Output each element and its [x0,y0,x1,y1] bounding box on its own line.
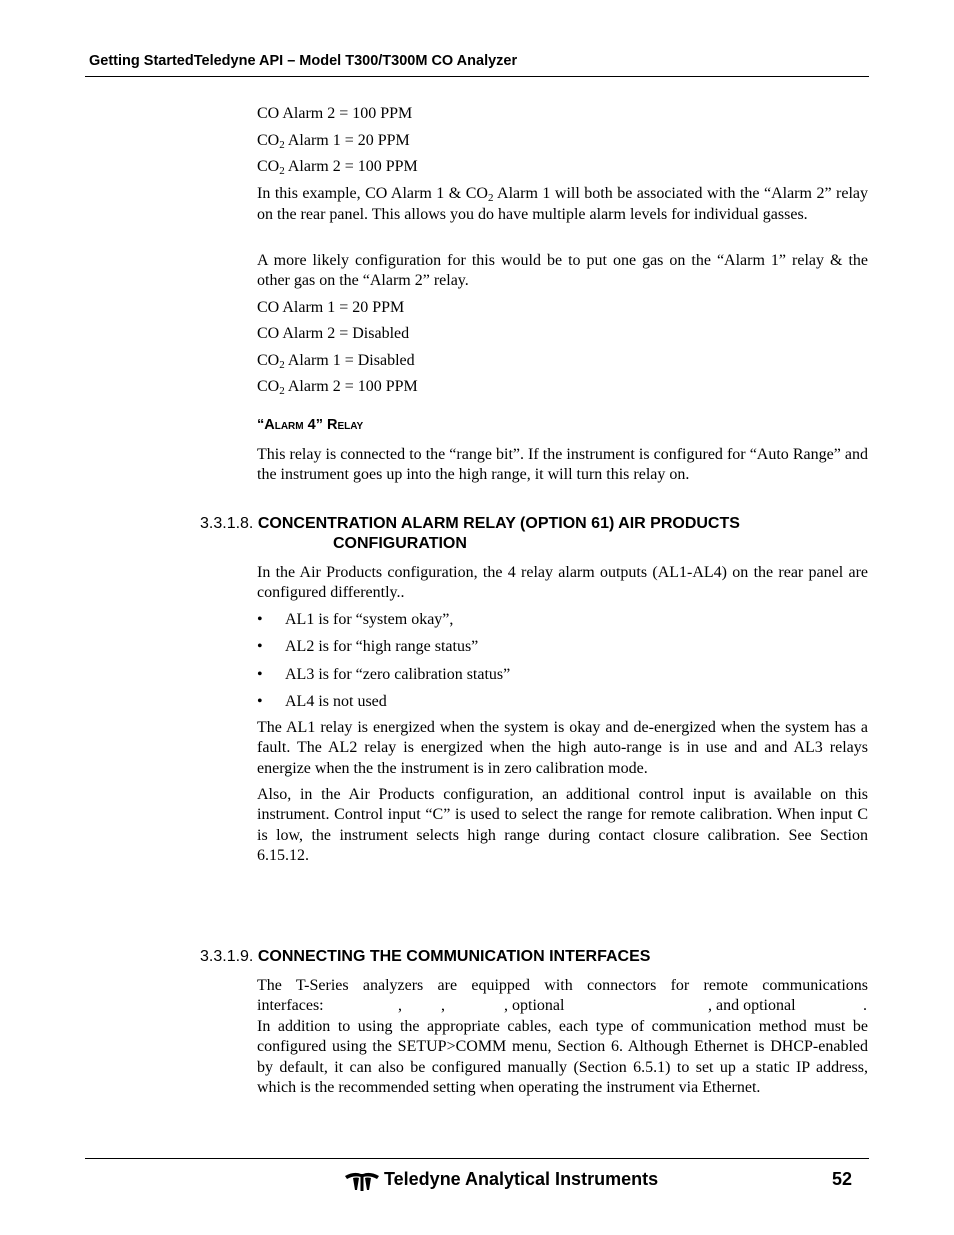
relay-paragraph: The AL1 relay is energized when the system is okay and de-energized when the system has a fault. The AL2 relay is energized when the high auto-range is in use and and AL3 relays energize when the the instrument is in zero calibration mode. [257,719,868,777]
teledyne-logo-icon [344,1170,380,1192]
comm-line-1: The T-Series analyzers are equipped with connectors for remote communications [257,977,868,994]
bullet-icon: • [257,693,263,710]
comm-line-2: interfaces: , , , optional , and optional . [257,997,867,1015]
section-number: 3.3.1.9. [200,948,258,965]
list-item: • AL1 is for “system okay”, [257,611,454,628]
section-title: CONCENTRATION ALARM RELAY (OPTION 61) AIR PRODUCTS [257,515,740,532]
section-title: CONNECTING THE COMMUNICATION INTERFACES [257,948,651,965]
running-header: Getting StartedTeledyne API – Model T300/T300M CO Analyzer [89,53,518,69]
alarm-line: CO Alarm 1 = 20 PPM [257,299,405,316]
bullet-icon: • [257,611,263,628]
alarm4-heading: “Alarm 4” Relay [257,417,364,433]
section-heading-3318 [200,514,740,554]
list-item: • AL2 is for “high range status” [257,638,479,655]
alarm-line: CO2 Alarm 1 = 20 PPM [257,132,410,151]
section-number: 3.3.1.8. [200,515,258,532]
bullet-icon: • [257,666,263,683]
control-input-paragraph: Also, in the Air Products configuration, an additional control input is available on this instrument. Control input “C” is used to select the range for remote calibration. When input C is low, the instrument selects high range during contact closure calibration. See Section 6.15.12. [257,786,868,865]
footer-rule [85,1158,869,1159]
section-heading-3319 [200,947,650,967]
comm-line-rest: In addition to using the appropriate cables, each type of communication method must be configured using the SETUP>COMM menu, Section 6. Although Ethernet is DHCP-enabled by default, it can also be configured manually (Section 6.5.1) to set up a static IP address, which is the recommended setting when operating the instrument via Ethernet. [257,1017,868,1097]
alarm4-paragraph: This relay is connected to the “range bit”. If the instrument is configured for “Auto Range” and the instrument goes up into the high range, it will turn this relay on. [257,446,868,484]
page-number: 52 [832,1169,853,1189]
alarm-line: CO2 Alarm 2 = 100 PPM [257,158,418,177]
footer-company: Teledyne Analytical Instruments [384,1169,659,1189]
communication-paragraph [257,976,868,1098]
section-title-continued: CONFIGURATION [333,535,467,552]
alarm-line: CO Alarm 2 = Disabled [257,325,410,342]
header-rule [85,76,869,77]
example-paragraph: In this example, CO Alarm 1 & CO2 Alarm 1 will both be associated with the “Alarm 2” relay on the rear panel. This allows you do have multiple alarm levels for individual gasses. [257,185,869,224]
list-item: • AL3 is for “zero calibration status” [257,666,511,683]
air-products-intro: In the Air Products configuration, the 4 relay alarm outputs (AL1-AL4) on the rear panel are configured differently.. [257,564,868,602]
likely-config-paragraph: A more likely configuration for this would be to put one gas on the “Alarm 1” relay & the other gas on the “Alarm 2” relay. [257,252,868,290]
list-item: • AL4 is not used [257,693,387,710]
bullet-icon: • [257,638,263,655]
alarm-line: CO2 Alarm 1 = Disabled [257,352,415,371]
alarm-line: CO Alarm 2 = 100 PPM [257,105,413,122]
alarm-line: CO2 Alarm 2 = 100 PPM [257,378,418,397]
